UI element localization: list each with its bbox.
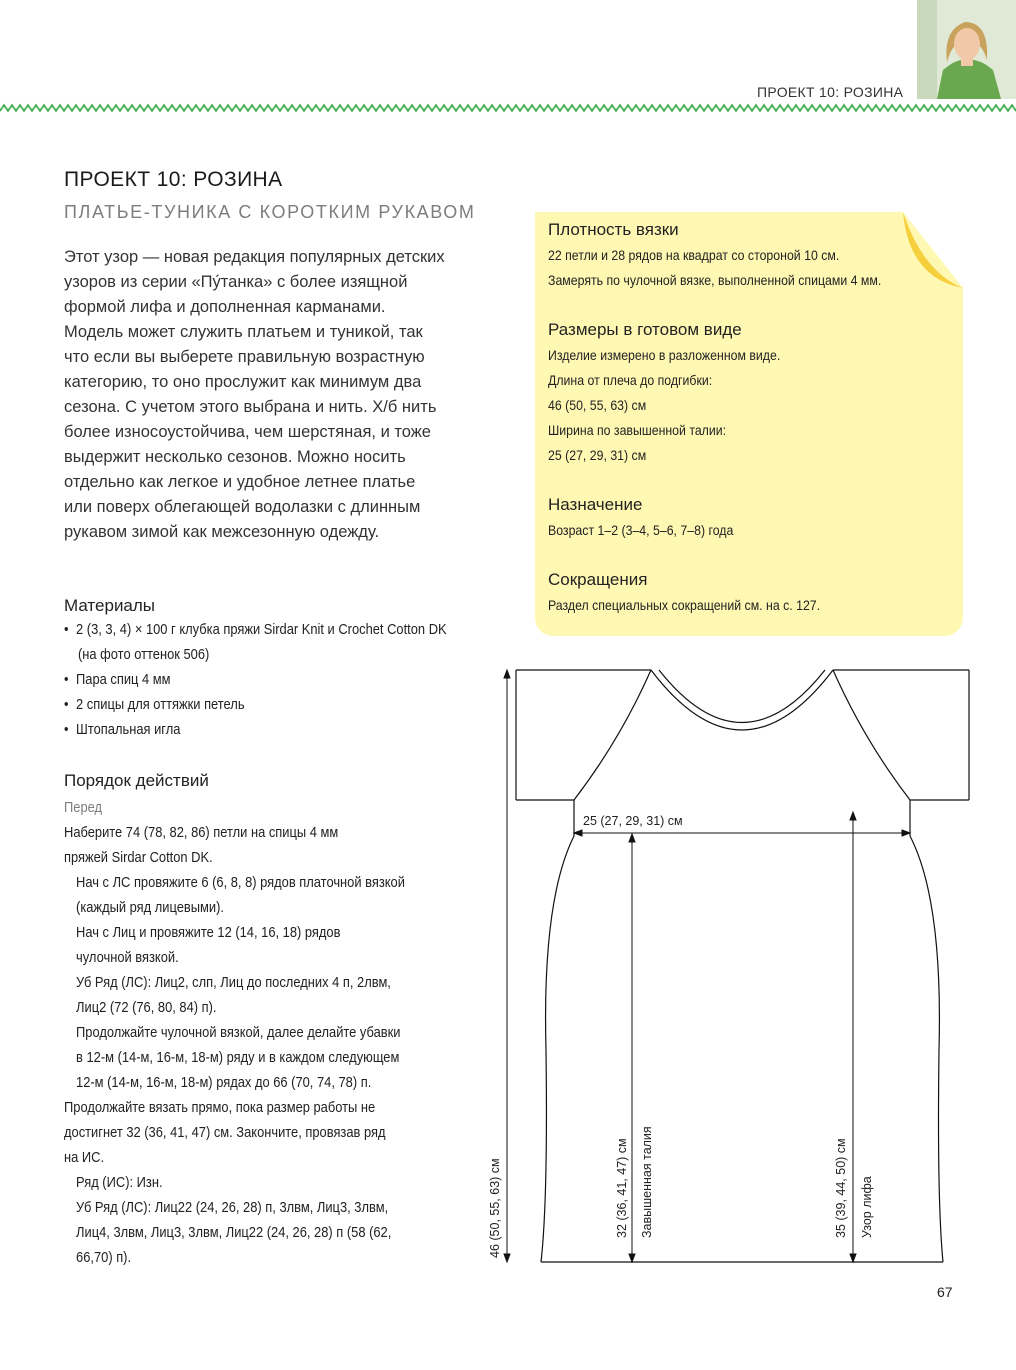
procedure-line: в 12-м (14-м, 16-м, 18-м) ряду и в каждом следующем bbox=[76, 1049, 400, 1066]
width-label: 25 (27, 29, 31) см bbox=[583, 814, 683, 828]
materials-heading: Материалы bbox=[64, 596, 156, 615]
procedure-line: Уб Ряд (ЛС): Лиц22 (24, 26, 28) п, 3лвм, Лиц3, 3лвм, bbox=[76, 1199, 389, 1216]
procedure-line: Лиц2 (72 (76, 80, 84) п). bbox=[76, 999, 217, 1016]
child-photo-illustration bbox=[917, 0, 1016, 99]
page-curl-icon bbox=[903, 212, 963, 288]
sizes-line: 46 (50, 55, 63) см bbox=[548, 397, 647, 413]
intro-line: формой лифа и дополненная карманами. bbox=[64, 298, 386, 316]
dress-outline bbox=[516, 670, 969, 1262]
gauge-line: Замерять по чулочной вязке, выполненной спицами 4 мм. bbox=[548, 272, 882, 288]
procedure-subheading: Перед bbox=[64, 799, 103, 816]
intro-line: или поверх облегающей водолазки с длинным bbox=[64, 498, 421, 516]
procedure-heading: Порядок действий bbox=[64, 771, 209, 790]
info-box bbox=[535, 212, 963, 636]
intro-line: выдержит несколько сезонов. Можно носить bbox=[64, 448, 406, 466]
page-title: ПРОЕКТ 10: РОЗИНА bbox=[64, 168, 283, 191]
procedure-line: Нач с Лиц и провяжите 12 (14, 16, 18) рядов bbox=[76, 924, 341, 941]
procedure-line: 12-м (14-м, 16-м, 18-м) рядах до 66 (70, 74, 78) п. bbox=[76, 1074, 372, 1091]
gauge-line: 22 петли и 28 рядов на квадрат со стороной 10 см. bbox=[548, 247, 840, 263]
sizes-line: Ширина по завышенной талии: bbox=[548, 422, 727, 438]
procedure-line: Уб Ряд (ЛС): Лиц2, слп, Лиц до последних 4 п, 2лвм, bbox=[76, 974, 391, 991]
procedure-line: 66,70) п). bbox=[76, 1249, 132, 1266]
material-item: • 2 (3, 3, 4) × 100 г клубка пряжи Sirdar Knit и Crochet Cotton DK bbox=[64, 621, 447, 638]
dimension-lines bbox=[504, 670, 910, 1262]
purpose-line: Возраст 1–2 (3–4, 5–6, 7–8) года bbox=[548, 522, 734, 538]
sizes-line: 25 (27, 29, 31) см bbox=[548, 447, 647, 463]
procedure-line: чулочной вязкой. bbox=[76, 949, 179, 966]
running-title: ПРОЕКТ 10: РОЗИНА bbox=[757, 84, 904, 100]
intro-line: узоров из серии «Пу́танка» с более изящной bbox=[64, 273, 408, 291]
procedure-line: Продолжайте вязать прямо, пока размер работы не bbox=[64, 1099, 376, 1116]
waist-length-label: 32 (36, 41, 47) см bbox=[615, 1138, 629, 1238]
intro-line: более износоустойчива, чем шерстяная, и тоже bbox=[64, 423, 431, 441]
waist-name-label: Завышенная талия bbox=[640, 1126, 654, 1238]
intro-line: категорию, то оно прослужит как минимум два bbox=[64, 373, 422, 391]
total-length-label: 46 (50, 55, 63) см bbox=[488, 1158, 502, 1258]
procedure-line: (каждый ряд лицевыми). bbox=[76, 899, 225, 916]
abbreviations-heading: Сокращения bbox=[548, 570, 648, 589]
material-item: • Штопальная игла bbox=[64, 721, 181, 738]
abbreviations-line: Раздел специальных сокращений см. на с. 127. bbox=[548, 597, 821, 613]
page-number: 67 bbox=[937, 1284, 953, 1300]
purpose-heading: Назначение bbox=[548, 495, 643, 514]
sizes-line: Изделие измерено в разложенном виде. bbox=[548, 347, 781, 363]
procedure-line: Нач с ЛС провяжите 6 (6, 8, 8) рядов платочной вязкой bbox=[76, 874, 405, 891]
procedure-line: Наберите 74 (78, 82, 86) петли на спицы 4 мм bbox=[64, 824, 339, 841]
procedure-line: пряжей Sirdar Cotton DK. bbox=[64, 849, 213, 866]
material-item: • Пара спиц 4 мм bbox=[64, 671, 171, 688]
material-item: • 2 спицы для оттяжки петель bbox=[64, 696, 245, 713]
material-item-continuation: (на фото оттенок 506) bbox=[78, 646, 210, 663]
intro-line: рукавом зимой как межсезонную одежду. bbox=[64, 523, 380, 541]
procedure-line: достигнет 32 (36, 41, 47) см. Закончите, провязав ряд bbox=[64, 1124, 386, 1141]
child-photo bbox=[917, 0, 1016, 99]
procedure-line: на ИС. bbox=[64, 1149, 105, 1166]
intro-line: Этот узор — новая редакция популярных детских bbox=[64, 248, 445, 266]
procedure-line: Продолжайте чулочной вязкой, далее делайте убавки bbox=[76, 1024, 401, 1041]
procedure-line: Ряд (ИС): Изн. bbox=[76, 1174, 163, 1191]
page-subtitle: ПЛАТЬЕ-ТУНИКА С КОРОТКИМ РУКАВОМ bbox=[64, 202, 476, 222]
intro-line: отдельно как легкое и удобное летнее платье bbox=[64, 473, 416, 491]
procedure-body bbox=[64, 795, 460, 1270]
intro-line: что если вы выберете правильную возрастную bbox=[64, 348, 425, 366]
header-zigzag-divider bbox=[0, 102, 1016, 114]
dress-schematic bbox=[480, 660, 980, 1275]
bodice-name-label: Узор лифа bbox=[860, 1176, 874, 1238]
intro-line: сезона. С учетом этого выбрана и нить. Х/б нить bbox=[64, 398, 437, 416]
intro-line: Модель может служить платьем и туникой, так bbox=[64, 323, 423, 341]
bodice-length-label: 35 (39, 44, 50) см bbox=[834, 1138, 848, 1238]
sizes-line: Длина от плеча до подгибки: bbox=[548, 372, 713, 388]
sizes-heading: Размеры в готовом виде bbox=[548, 320, 742, 339]
procedure-line: Лиц4, 3лвм, Лиц3, 3лвм, Лиц22 (24, 26, 28) п (58 (62, bbox=[76, 1224, 392, 1241]
gauge-heading: Плотность вязки bbox=[548, 220, 679, 239]
intro-paragraph bbox=[64, 245, 494, 545]
